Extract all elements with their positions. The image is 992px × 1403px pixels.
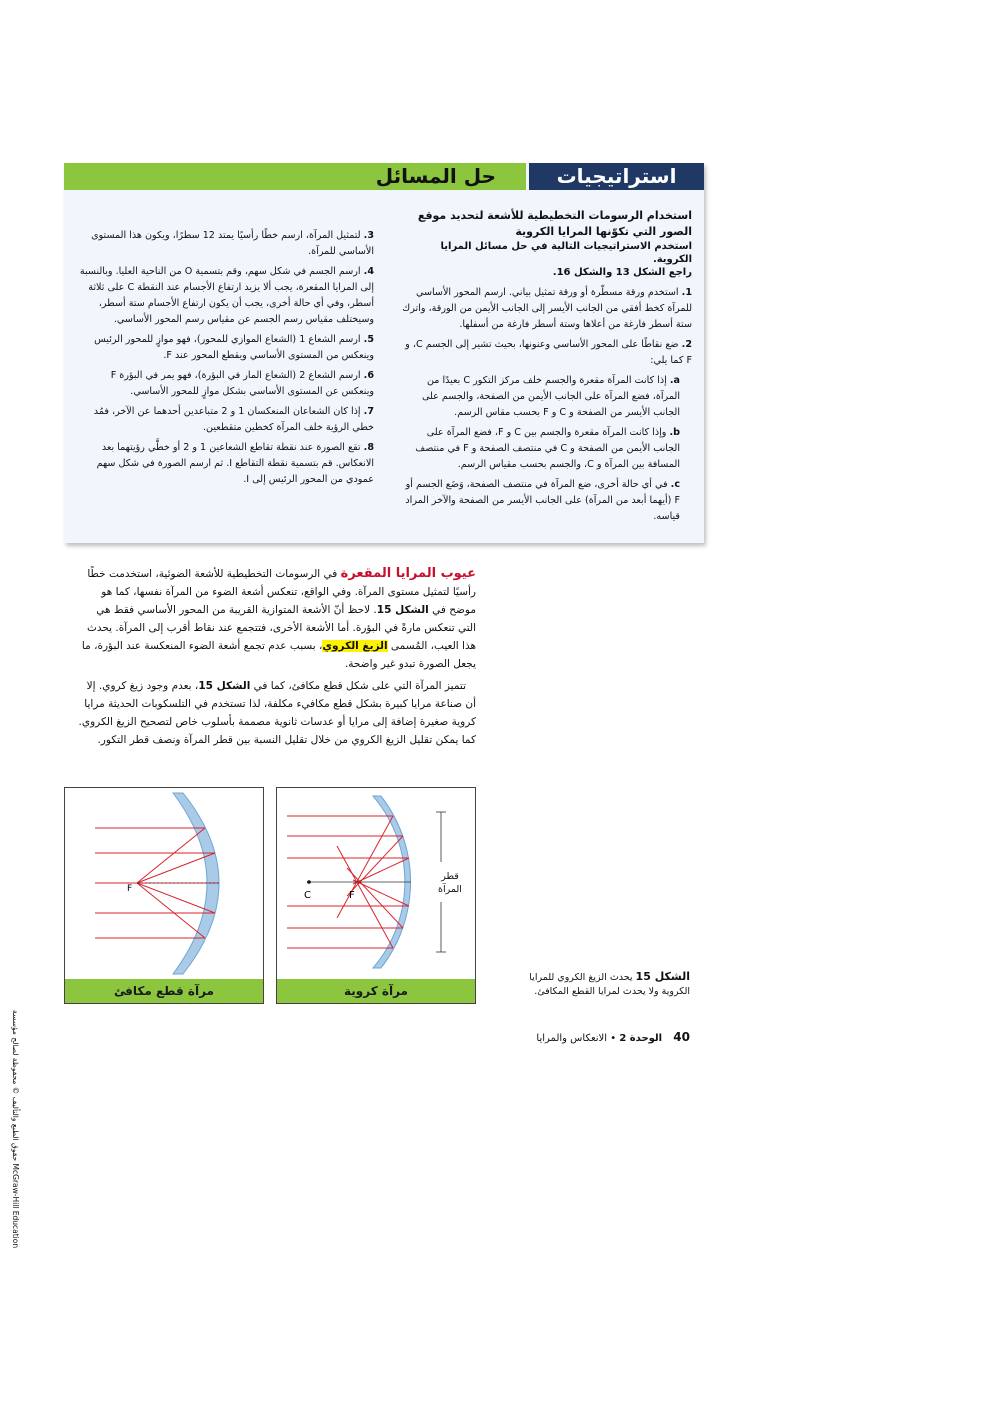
unit-label: الوحدة 2 — [619, 1033, 663, 1044]
caption-figure-ref: الشكل 15 — [635, 970, 690, 983]
diameter-label-line-1: قطر — [441, 871, 459, 882]
section-heading: عيوب المرايا المقعرة — [340, 566, 476, 581]
spherical-mirror-figure — [276, 787, 476, 1004]
item-number: 1. — [681, 287, 692, 298]
item-number: a. — [669, 375, 680, 386]
strategy-item — [78, 368, 374, 400]
item-number: 5. — [363, 334, 374, 345]
strategy-item — [400, 337, 692, 369]
paragraph-1 — [78, 565, 476, 673]
item-number: c. — [670, 479, 680, 490]
center-label: C — [304, 890, 311, 901]
text-run: . لاحظ أنّ الأشعة المتوازية القريبة من المحور الأساسي فقط هي التي تنعكس مارةً في البؤرة. أما الأشعة الأخرى، فتتجمع عند نقاط أقرب إلى المرآة. يحدث هذا العيب، المُسمى — [86, 604, 476, 652]
strategy-item — [78, 440, 374, 488]
item-number: 2. — [681, 339, 692, 350]
figure-caption — [520, 970, 690, 999]
figure-reference: الشكل 15 — [376, 604, 429, 616]
item-text: ضع نقاطًا على المحور الأساسي وعنونها، بحيث تشير إلى الجسم C، و F كما يلي: — [405, 339, 692, 366]
strategy-heading-2: الصور التي تكوّنها المرايا الكروية — [515, 225, 692, 238]
item-text: لتمثيل المرآة، ارسم خطًا رأسيًا يمتد 12 سطرًا، ويكون هذا المستوى الأساسي للمرآة. — [91, 230, 374, 257]
parabolic-mirror-label: مرآة قطع مكافئ — [65, 979, 263, 1003]
item-number: 8. — [363, 442, 374, 453]
item-number: 7. — [363, 406, 374, 417]
solve-header-bar — [64, 163, 526, 190]
reflected-ray — [137, 853, 215, 883]
strategy-item — [78, 228, 374, 260]
strategy-subheading-2: راجع الشكل 13 والشكل 16. — [552, 267, 692, 278]
focus-label: F — [349, 890, 355, 901]
reflected-ray — [137, 883, 205, 938]
item-text: إذا كانت المرآة مقعرة والجسم خلف مركز التكور C بعيدًا من المرآة، فضع المرآة على الجانب الأيمن من الصفحة، والجسم على الجانب الأيسر من الصفحة و C و F بحسب مقاس الرسم. — [421, 375, 680, 418]
item-number: 6. — [363, 370, 374, 381]
strategy-sub-item — [400, 373, 680, 421]
page-footer — [500, 1030, 690, 1044]
strategy-subheading-1: استخدم الاستراتيجيات التالية في حل مسائل المرايا الكروية. — [440, 241, 692, 265]
text-run: في الرسومات التخطيطية للأشعة الضوئية، استخدمت خطًا رأسيًا لتمثيل مستوى المرآة. وفي الواقع، تنعكس أشعة الضوء من المرآة نفسها، كما هو موضح في — [87, 568, 476, 616]
reflected-ray — [137, 883, 215, 913]
strategy-item — [400, 285, 692, 333]
page-number: 40 — [673, 1030, 690, 1044]
main-text — [78, 565, 476, 749]
strategy-heading-1: استخدام الرسومات التخطيطية للأشعة لتحديد موقع — [417, 209, 692, 222]
strategies-header-bar — [529, 163, 704, 190]
item-text: ارسم الجسم في شكل سهم، وقم بتسمية O من الناحية العليا. وبالنسبة إلى المرايا المقعرة، يجب ألا يزيد ارتفاع الأجسام عند النقطة C على ثلاثة أسطر، وفي أي حالة أخرى، يجب أن يكون ارتفاع الأجسام ستة أسطر، وسيختلف مقياس رسم الجسم عن مقياس رسم المحور الأساسي. — [79, 266, 374, 325]
reflected-ray — [353, 858, 409, 884]
focus-label: F — [127, 884, 133, 894]
item-text: ارسم الشعاع 1 (الشعاع الموازي للمحور)، فهو موازٍ للمحور الرئيس وينعكس من المستوى الأساسي ويقطع المحور عند F. — [94, 334, 374, 361]
parabolic-mirror-diagram — [65, 788, 263, 979]
solve-title: حل المسائل — [375, 164, 496, 188]
item-number: 3. — [363, 230, 374, 241]
strategy-sub-item — [400, 425, 680, 473]
text-run: تتميز المرآة التي على شكل قطع مكافئ، كما في — [250, 680, 466, 692]
reflected-ray — [137, 828, 205, 883]
figure-reference: الشكل 15 — [198, 680, 251, 692]
reflected-ray — [337, 846, 393, 948]
footer-separator: • — [610, 1033, 617, 1044]
strategies-title: استراتيجيات — [556, 164, 677, 188]
item-text: ارسم الشعاع 2 (الشعاع المار في البؤرة)، فهو يمر في البؤرة F وينعكس عن المستوى الأساسي بشكل موازٍ للمحور الأساسي. — [110, 370, 374, 397]
item-number: b. — [669, 427, 680, 438]
text-run: ، بعدم وجود زيغ كروي. إلا أن صناعة مرايا كبيرة بشكل قطع مكافيء مكلفة، لذا تستخدم في التلسكوبات الحديثة مرايا كروية صغيرة إضافة إلى مرايا أو عدسات ثانوية مصممة بأسلوب خاص لتصحيح الزيغ الكروي. كما يمكن تقليل الزيغ الكروي من خلال تقليل النسبة بين قطر المرآة ونصف قطر التكور. — [78, 680, 476, 746]
item-text: وإذا كانت المرآة مقعرة والجسم بين C و F، فضع المرآة على الجانب الأيمن من الصفحة و C في منتصف الصفحة و F في منتصف المسافة بين المرآة و C، والجسم بحسب مقياس الرسم. — [415, 427, 680, 470]
text-run: ، بسبب عدم تجمع أشعة الضوء المنعكسة عند البؤرة، ما يجعل الصورة تبدو غير واضحة. — [81, 640, 476, 670]
footer-title: الانعكاس والمرايا — [536, 1033, 608, 1044]
item-text: استخدم ورقة مسطّرة أو ورقة تمثيل بياني. ارسم المحور الأساسي للمرآة كخط أفقي من الجانب الأيسر إلى الجانب الأيمن من الورقة، واترك ستة أسطر فارغة من أعلاها وستة أسطر فارغة من أسفلها. — [402, 287, 692, 330]
strategy-item — [78, 264, 374, 328]
item-number: 4. — [363, 266, 374, 277]
parabolic-mirror-figure — [64, 787, 264, 1004]
center-point — [307, 880, 311, 884]
reflected-ray — [347, 836, 403, 896]
diameter-label — [427, 870, 473, 896]
item-text: تقع الصورة عند نقطة تقاطع الشعاعين 1 و 2 أو خطَّي رؤيتهما بعد الانعكاس. قم بتسمية نقطة التقاطع I. ثم ارسم الصورة في شكل سهم عمودي من المحور الرئيس إلى I. — [96, 442, 374, 485]
reflected-ray — [347, 868, 403, 928]
item-text: في أي حالة أخرى، ضع المرآة في منتصف الصفحة، وَضَع الجسم أو F (أيهما أبعد من المرآة) على الجانب الأيسر من الصفحة والآخر المراد قياسه. — [405, 479, 680, 522]
caption-text: يحدث الزيغ الكروي للمرايا الكروية ولا يحدث لمرايا القطع المكافئ. — [529, 972, 690, 997]
strategy-item — [78, 332, 374, 364]
copyright-credit: حقوق الطبع والتأليف © محفوظة لصالح مؤسسة McGraw-Hill Education — [11, 1010, 20, 1249]
strategy-item — [78, 404, 374, 436]
strategy-right-column — [400, 208, 692, 529]
strategy-sub-item — [400, 477, 680, 525]
strategy-left-column — [78, 228, 374, 492]
diameter-label-line-2: المرآة — [438, 884, 462, 895]
reflected-ray — [337, 816, 393, 918]
highlighted-term: الزيغ الكروي — [322, 640, 388, 652]
paragraph-2 — [78, 677, 476, 749]
item-text: إذا كان الشعاعان المنعكسان 1 و 2 متباعدين أحدهما عن الآخر، فمُد خطي الرؤية خلف المرآة كخطين متقطعين. — [93, 406, 374, 433]
spherical-mirror-label: مرآة كروية — [277, 979, 475, 1003]
